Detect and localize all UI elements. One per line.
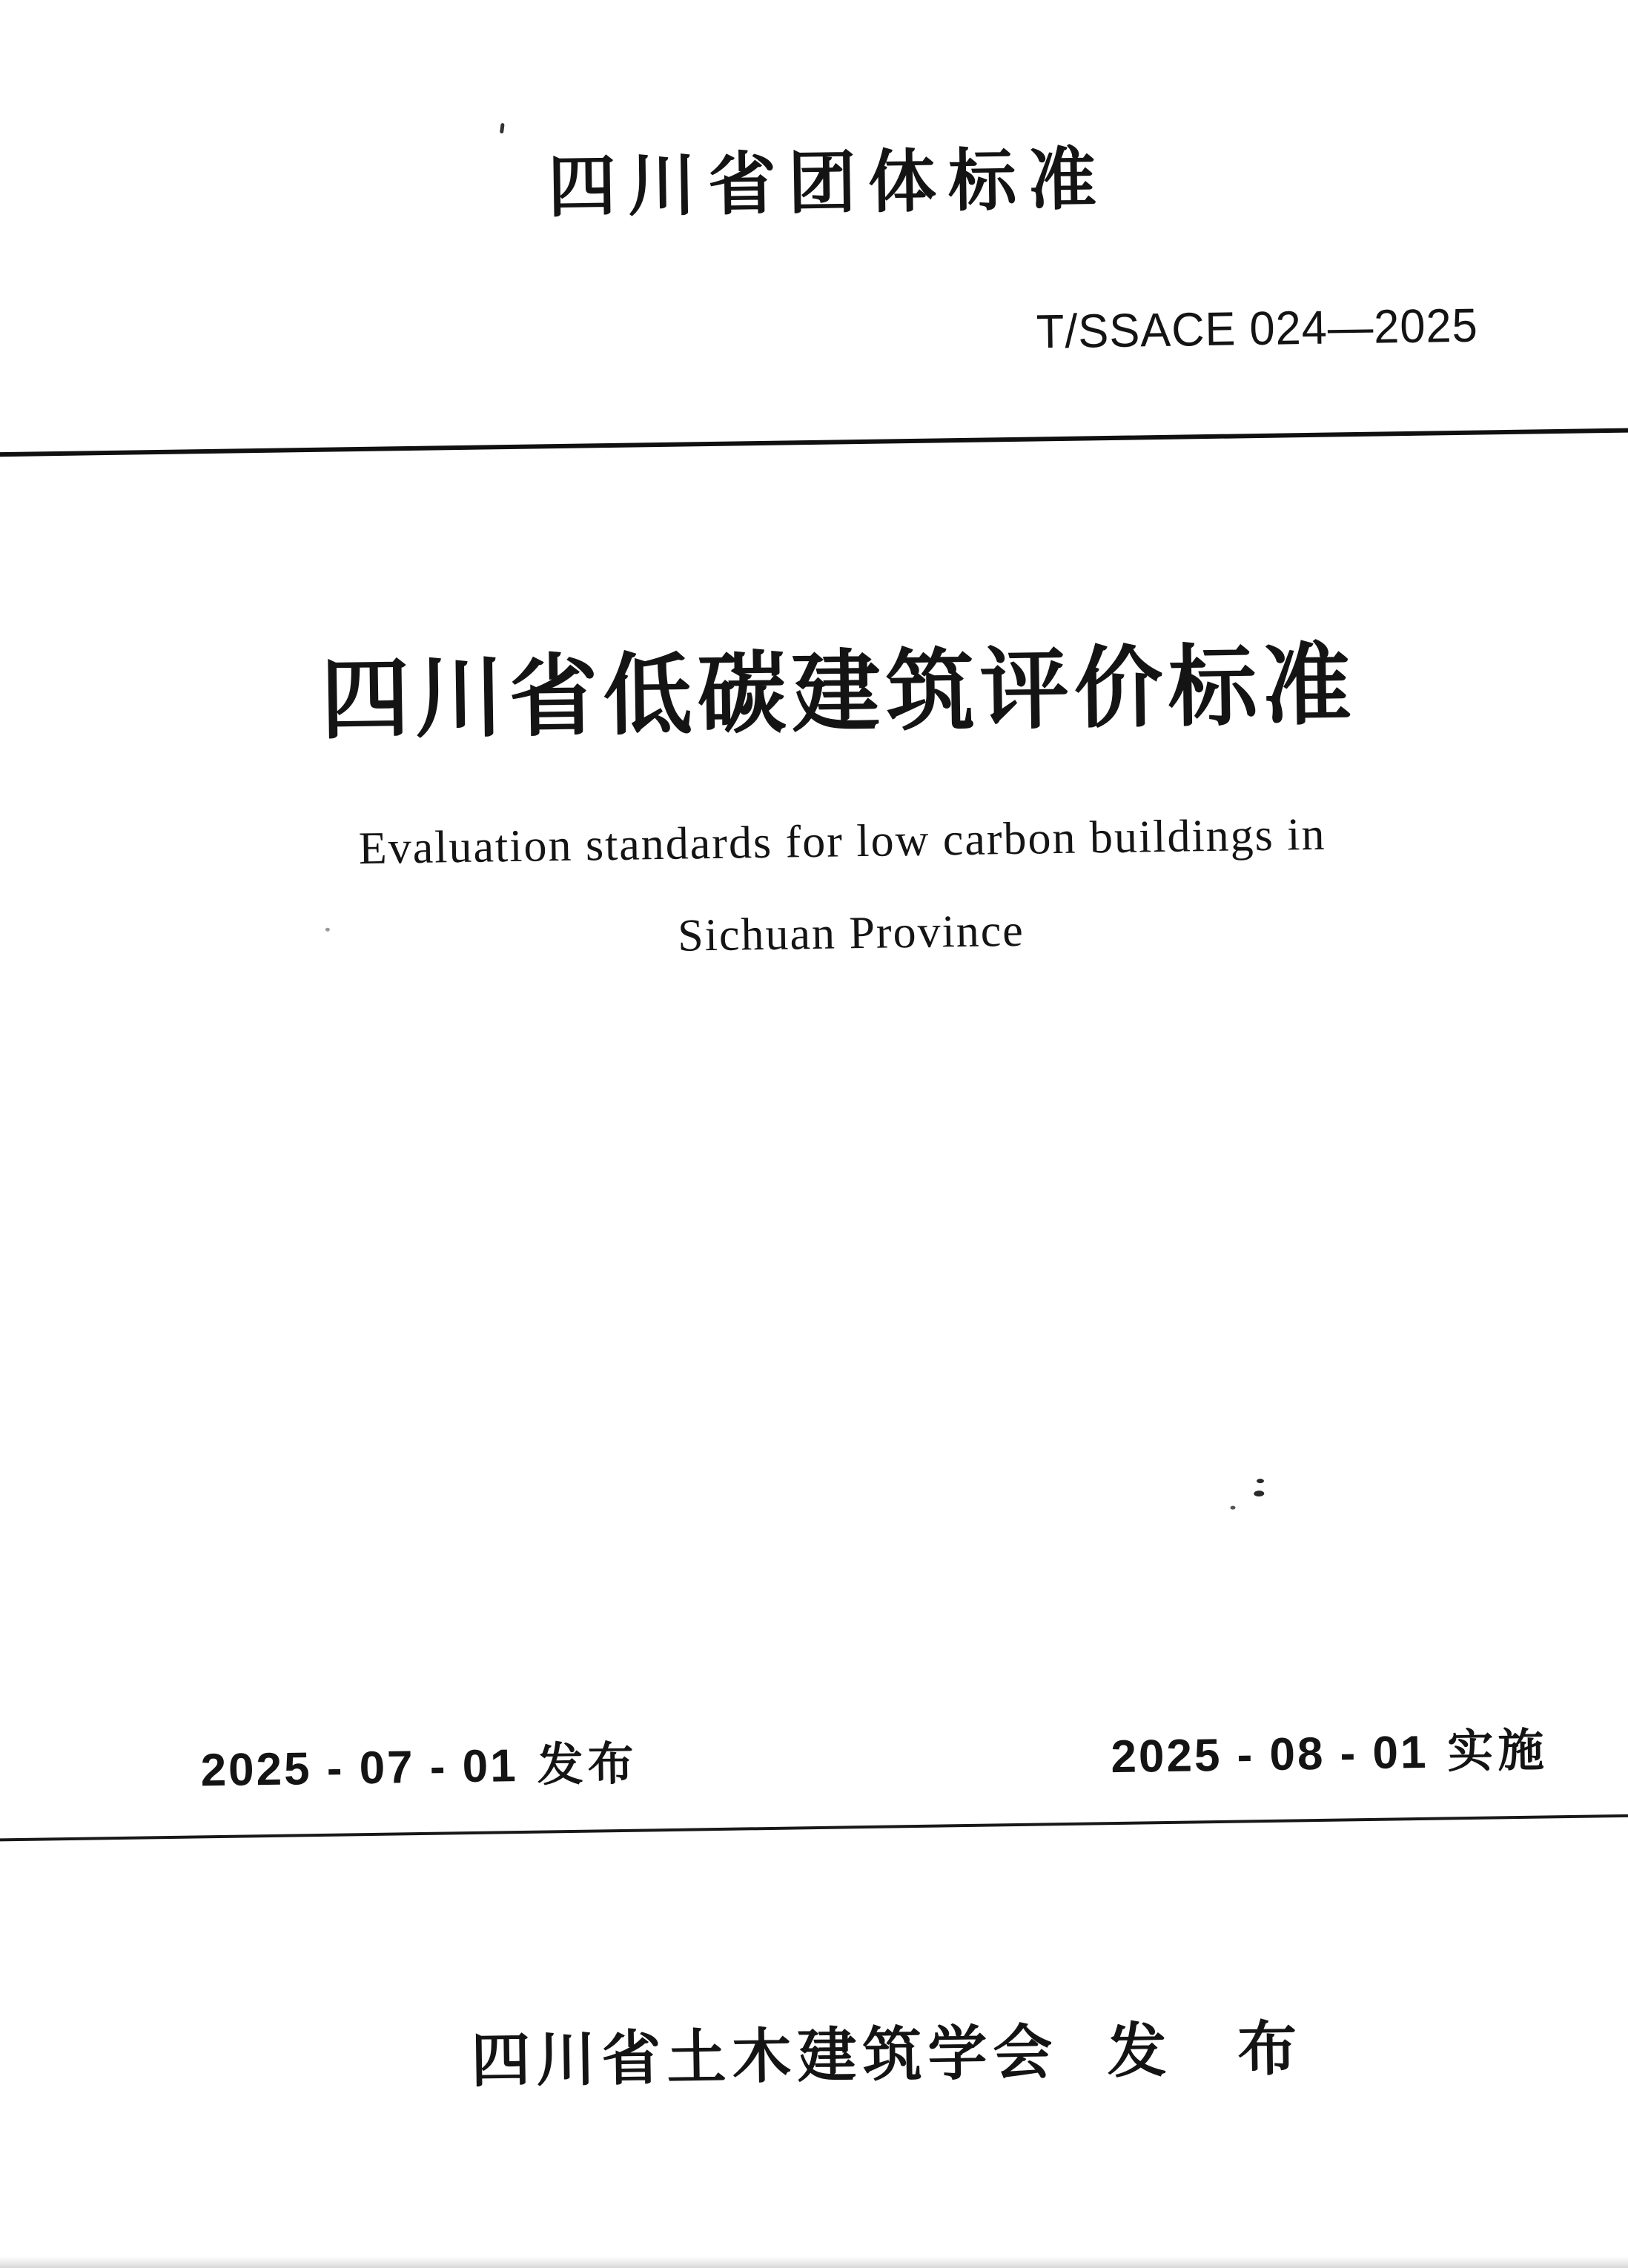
scan-edge-shadow xyxy=(0,2256,1628,2268)
scan-speck xyxy=(1231,1506,1236,1510)
top-divider-rule xyxy=(0,428,1628,457)
issuer-name: 四川省土木建筑学会 xyxy=(470,2019,1059,2094)
standard-code: T/SSACE 024—2025 xyxy=(1036,298,1479,359)
bottom-divider-rule xyxy=(0,1814,1628,1842)
scan-speck xyxy=(1257,1479,1264,1483)
english-title-line2: Sichuan Province xyxy=(677,905,1025,961)
publish-date: 2025 - 07 - 01 xyxy=(200,1740,519,1797)
main-title-zh: 四川省低碳建筑评价标准 xyxy=(320,636,1357,750)
scan-speck xyxy=(1254,1491,1264,1496)
publish-date-label: 发布 xyxy=(537,1738,639,1791)
scan-speck xyxy=(500,123,505,134)
scan-speck xyxy=(325,928,330,932)
implement-date-group xyxy=(1110,1725,1549,1783)
implement-date-label: 实施 xyxy=(1446,1725,1549,1778)
series-title: 四川省团体标准 xyxy=(547,141,1109,226)
english-title-line1: Evaluation standards for low carbon buildings in xyxy=(358,809,1326,875)
implement-date: 2025 - 08 - 01 xyxy=(1110,1726,1429,1783)
issue-verb-label: 发 布 xyxy=(1106,2015,1304,2085)
dates-row xyxy=(9,1727,1628,1797)
publish-date-group xyxy=(200,1738,639,1797)
issuer-row xyxy=(470,2015,1304,2094)
